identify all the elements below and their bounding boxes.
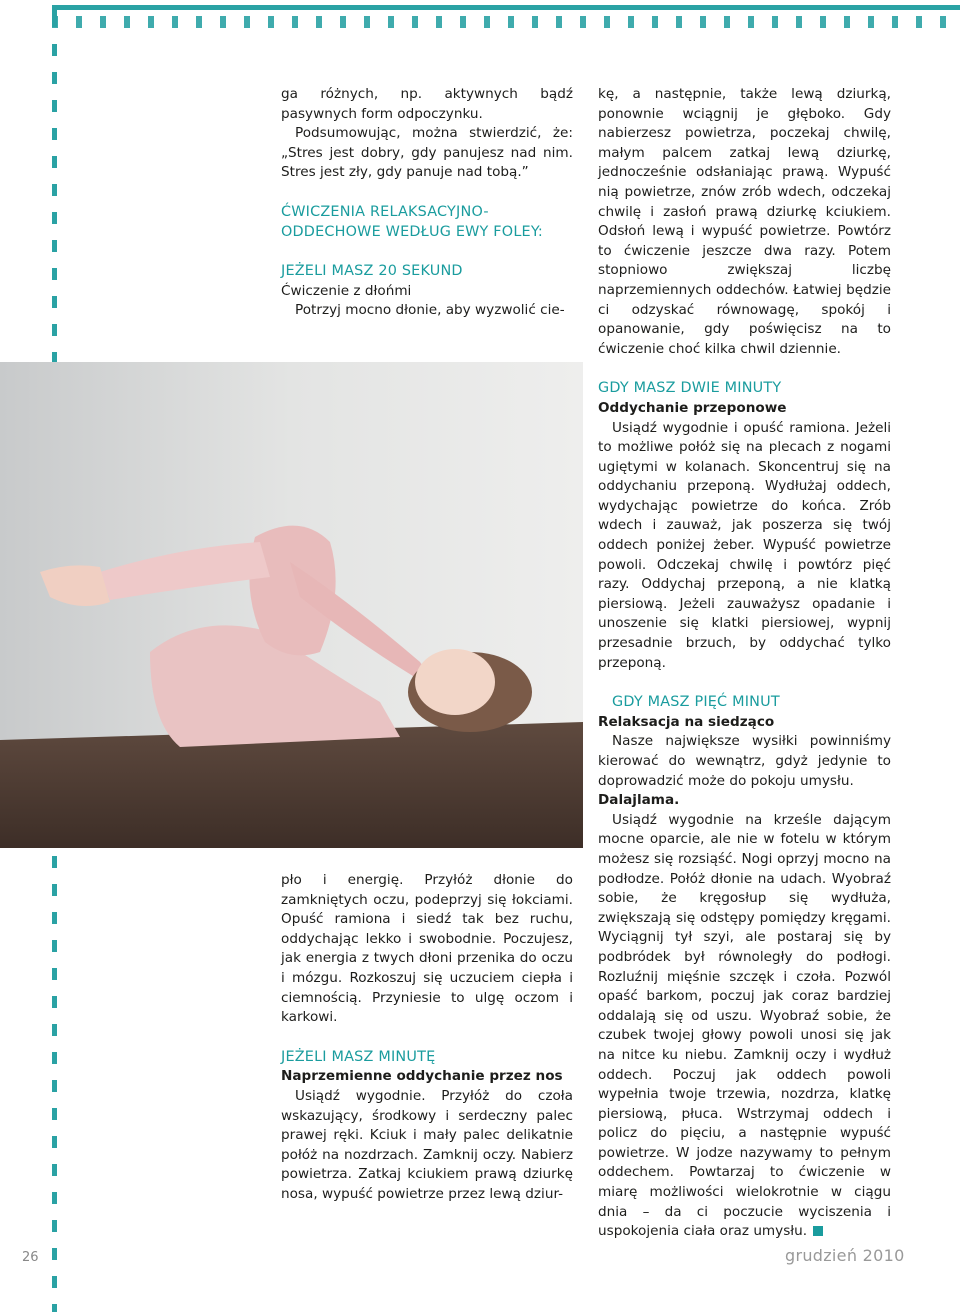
paragraph: pło i energię. Przyłóż dłonie do zamkniętych oczu, podeprzyj się łokciami. Opuść ramiona i siedź tak bez ruchu, oddychając lekko i swobodnie. Poczujesz, jak energia z twych dłoni przenika do oczu i mózgu. Rozkoszuj się uczuciem ciepła i ciemnością. Przyniesie to ulgę oczom i karkowi. — [281, 872, 573, 1026]
quote-text: Nasze największe wysiłki powinniśmy kierować do wewnątrz, gdyż jedynie to doprowadzić może do pokoju umysłu. — [598, 733, 891, 789]
paragraph: kę, a następnie, także lewą dziurką, ponownie wciągnij je głęboko. Gdy nabierzesz powietrza, poczekaj chwilę, małym palcem zatkaj lewą dziurkę, jednocześnie odsłaniając prawą. Wypuść nią powietrze, znów zrób wdech, odczekaj chwilę i zasłoń prawą dziurkę kciukiem. Odsłoń lewą i wypuść powietrze. Powtórz to ćwiczenie jeszcze dwa razy. Potem stopniowo zwiększaj liczbę naprzemiennych oddechów. Łatwiej będzie ci odzyskać równowagę, spokój i opanowanie, gdy poświęcisz na to ćwiczenie choć kilka chwil dziennie. — [598, 86, 891, 357]
subsection-heading: JEŻELI MASZ MINUTĘ — [281, 1048, 436, 1065]
exercise-text: Potrzyj mocno dłonie, aby wyzwolić cie- — [295, 302, 565, 319]
exercise-title: Ćwiczenie z dłońmi — [281, 282, 412, 299]
left-column-bottom — [281, 871, 573, 1205]
frame-top-bar — [52, 5, 960, 10]
issue-date: grudzień 2010 — [785, 1246, 905, 1265]
exercise-text: Usiądź wygodnie i opuść ramiona. Jeżeli to możliwe połóż się na plecach z nogami ugiętymi w kolanach. Skoncentruj się na oddychaniu przeponą. Wydłużaj oddech, wydychając powietrze do końca. Zrób wdech i zauważ, jak poszerza się twój oddech poniżej żeber. Wypuść powietrze powoli. Odczekaj chwilę i powtórz pięć razy. Oddychaj przeponą, a nie klatką piersiową. Jeżeli zauważysz opadanie i unoszenie się klatki piersiowej, wypnij przesadnie brzuch, by oddychać tylko przeponą. — [598, 419, 891, 671]
frame-top-ticks — [52, 16, 960, 28]
exercise-text — [598, 811, 891, 1242]
left-column-top — [281, 85, 573, 321]
exercise-title: Relaksacja na siedząco — [598, 713, 775, 730]
photo-woman-lying-exercise — [0, 362, 583, 848]
subsection-heading: GDY MASZ PIĘĆ MINUT — [612, 694, 780, 711]
page-number: 26 — [22, 1250, 39, 1265]
quote-author: Dalajlama. — [598, 792, 680, 809]
end-of-article-square-icon — [813, 1226, 823, 1236]
right-column — [598, 85, 891, 1242]
exercise-text-body: Usiądź wygodnie na krześle dającym mocne oparcie, ale nie w fotelu w którym możesz się rozsiąść. Nogi oprzyj mocno na podłodze. Połóż dłonie na udach. Wyobraź sobie, że kręgosłup się wydłuża, zwiększają się odstępy pomiędzy kręgami. Wyciągnij tył szyi, ale postaraj się by podbródek był równoległy do podłogi. Rozluźnij mięśnie szczęk i czoła. Pozwól opaść barkom, poczuj jak coraz bardziej oddalają się od uszu. Wyobraź sobie, że czubek twojej głowy powoli unosi się jak na nitce ku niebu. Zamknij oczy i wydłuż oddech. Poczuj jak oddech powoli wypełnia twoje trzewia, nozdrza, klatkę piersiową, płuca. Wstrzymaj oddech i policz do pięciu, a następnie wypuść powietrze. W jodze nazywamy to pełnym oddechem. Powtarzaj to ćwiczenie w miarę możliwości wielokrotnie w ciągu dnia – da ci poczucie wyciszenia i uspokojenia ciała oraz umysłu. — [598, 811, 891, 1240]
subsection-heading: JEŻELI MASZ 20 SEKUND — [281, 263, 463, 280]
paragraph-quote: Podsumowując, można stwierdzić, że: „Stres jest dobry, gdy panujesz nad nim. Stres jest zły, gdy panuje nad tobą.” — [281, 125, 573, 181]
exercise-text: Usiądź wygodnie. Przyłóż do czoła wskazujący, środkowy i serdeczny palec prawej ręki. Kciuk i mały palec delikatnie połóż na nozdrzach. Zamknij oczy. Nabierz powietrza. Zatkaj kciukiem prawą dziurkę nosa, wypuść powietrze przez lewą dziur- — [281, 1087, 573, 1202]
exercise-title: Naprzemienne oddychanie przez nos — [281, 1068, 563, 1085]
paragraph: ga różnych, np. aktywnych bądź pasywnych form odpoczynku. — [281, 86, 573, 122]
section-heading: ĆWICZENIA RELAKSACYJNO-ODDECHOWE WEDŁUG EWY FOLEY: — [281, 203, 543, 240]
subsection-heading: GDY MASZ DWIE MINUTY — [598, 380, 782, 397]
exercise-title: Oddychanie przeponowe — [598, 399, 787, 416]
